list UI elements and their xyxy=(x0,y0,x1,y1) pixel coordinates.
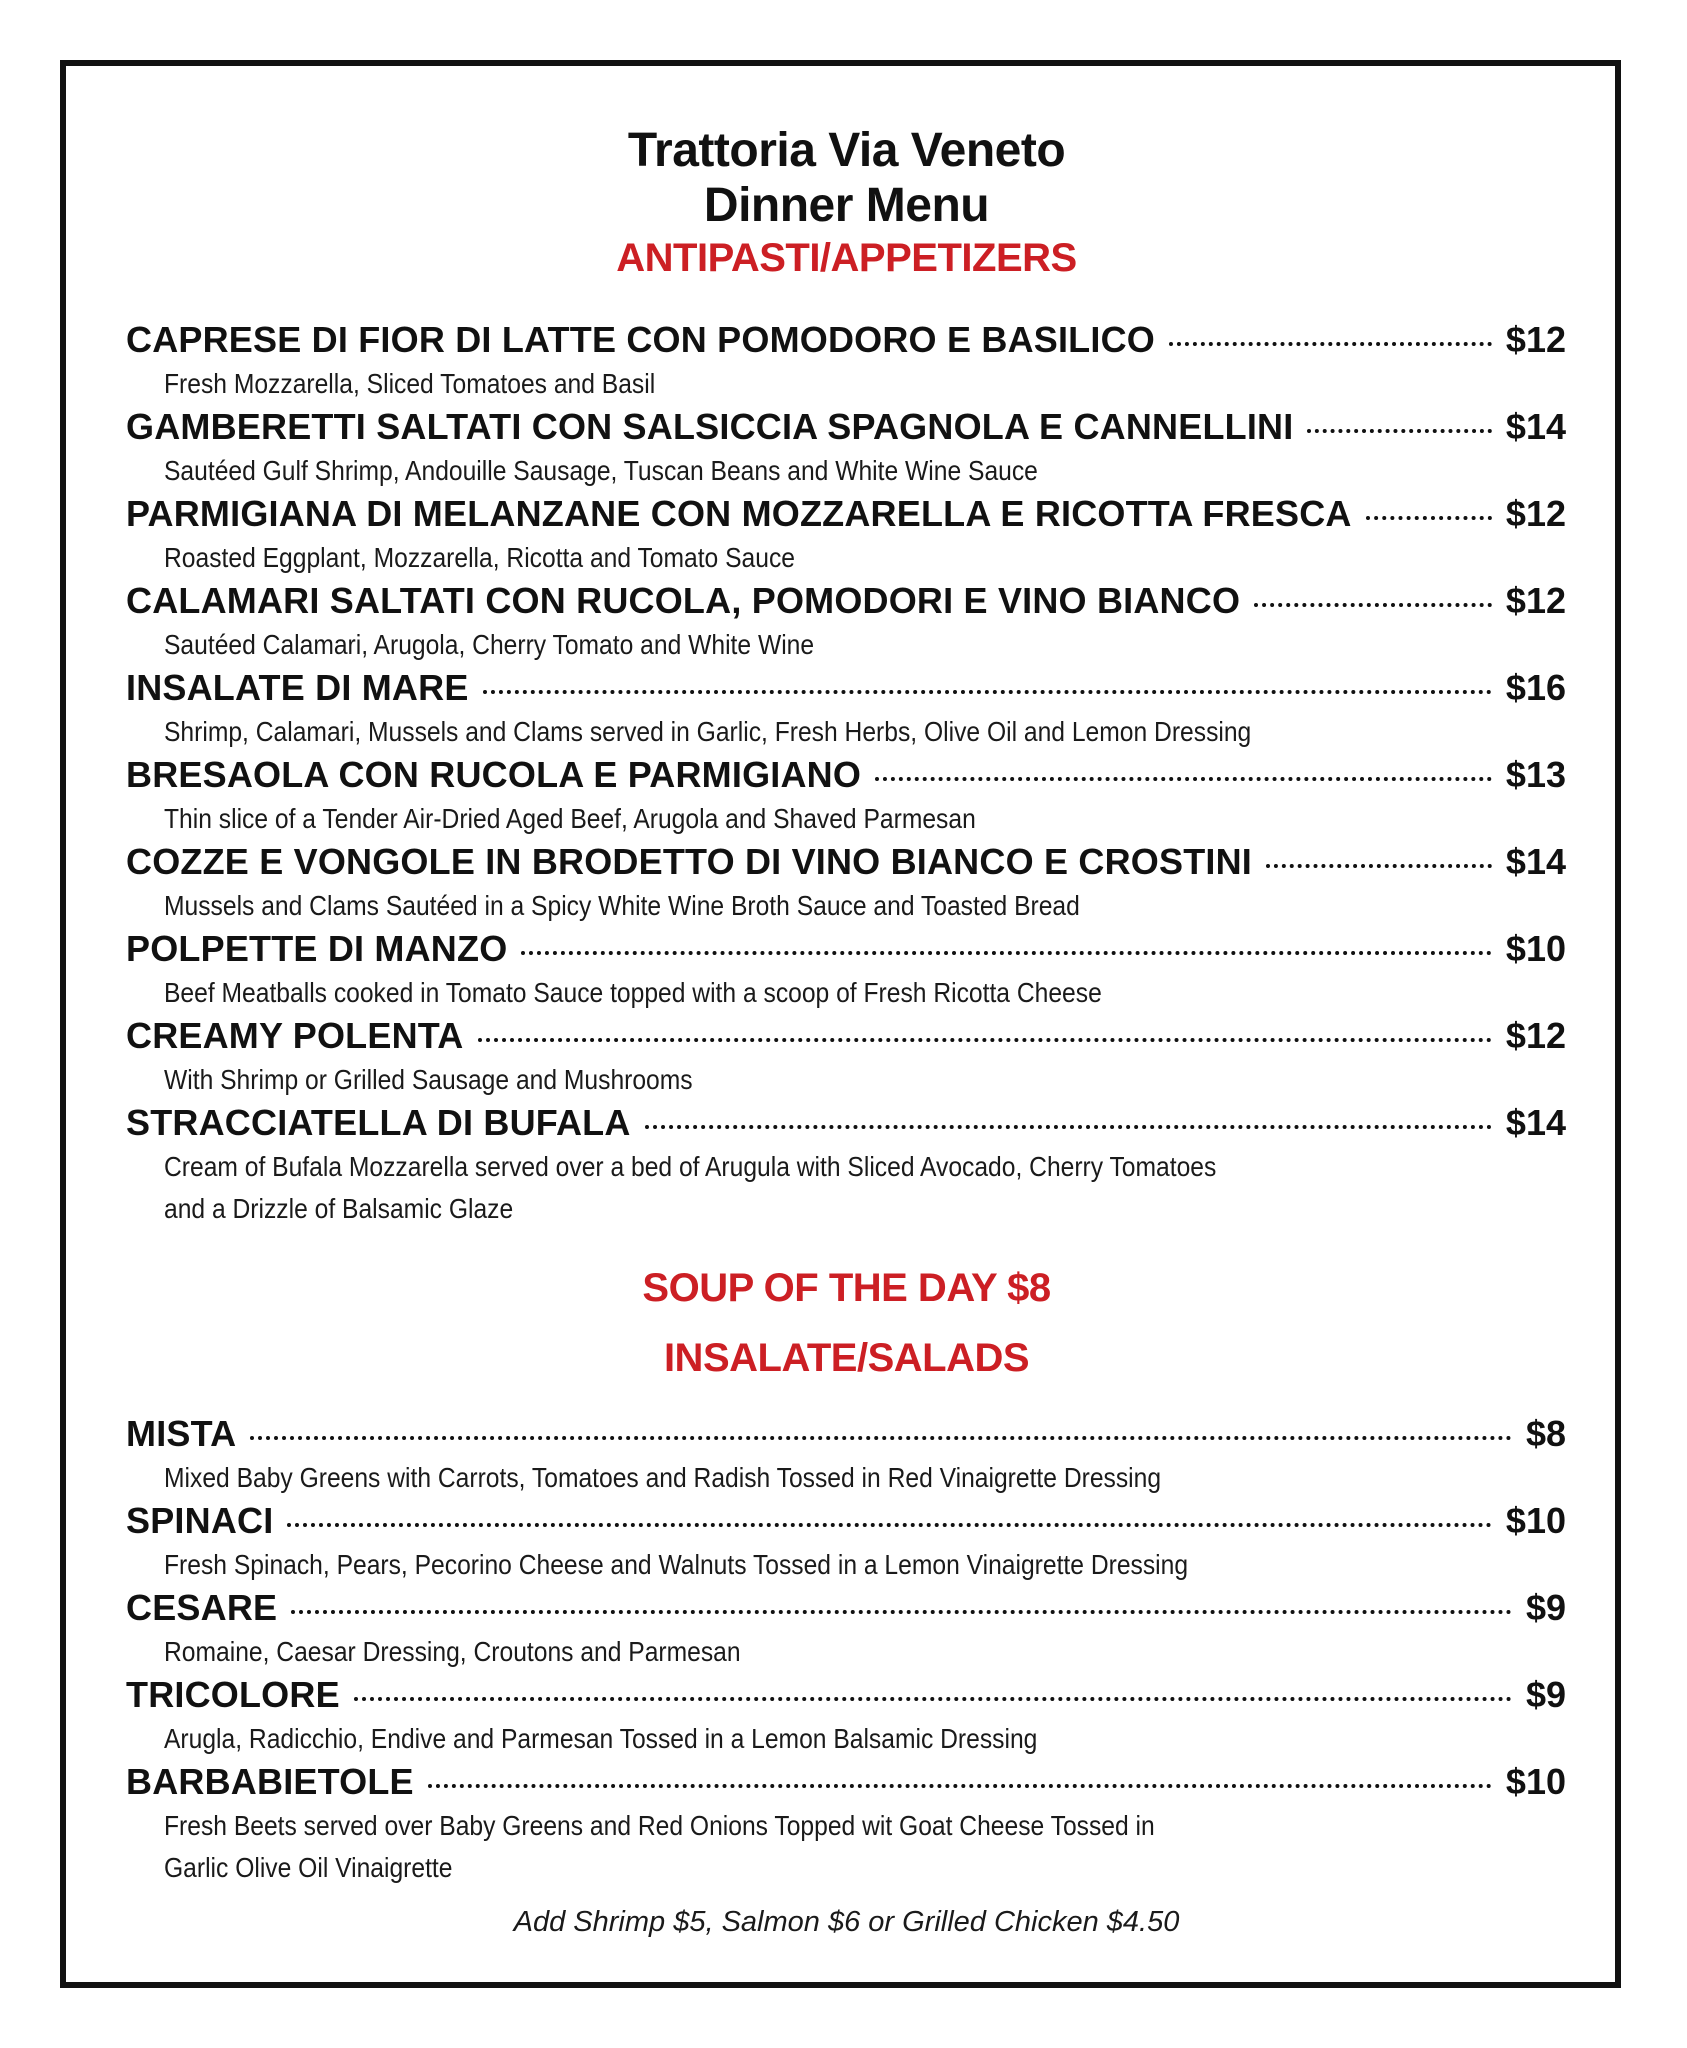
item-name: CAPRESE DI FIOR DI LATTE CON POMODORO E BASILICO xyxy=(126,319,1155,360)
item-price: $9 xyxy=(1525,1674,1566,1715)
item-description xyxy=(164,1146,1361,1230)
item-name: BRESAOLA CON RUCOLA E PARMIGIANO xyxy=(126,754,862,795)
item-description xyxy=(164,1631,1361,1673)
description-line: Garlic Olive Oil Vinaigrette xyxy=(164,1852,453,1883)
item-price: $10 xyxy=(1505,1500,1566,1541)
dot-leader xyxy=(1366,516,1492,520)
item-price: $13 xyxy=(1505,754,1566,795)
dot-leader xyxy=(478,1038,1492,1042)
item-name: STRACCIATELLA DI BUFALA xyxy=(126,1102,631,1143)
description-line: Sautéed Gulf Shrimp, Andouille Sausage, Tuscan Beans and White Wine Sauce xyxy=(164,455,1038,486)
dot-leader xyxy=(250,1436,1512,1440)
item-name: BARBABIETOLE xyxy=(126,1761,414,1802)
item-price: $9 xyxy=(1525,1587,1566,1628)
item-price: $16 xyxy=(1505,667,1566,708)
dot-leader xyxy=(483,690,1492,694)
description-line: Romaine, Caesar Dressing, Croutons and Parmesan xyxy=(164,1636,741,1667)
item-price: $12 xyxy=(1505,580,1566,621)
description-line: and a Drizzle of Balsamic Glaze xyxy=(164,1193,514,1224)
item-description xyxy=(164,1805,1361,1889)
description-line: Beef Meatballs cooked in Tomato Sauce topped with a scoop of Fresh Ricotta Cheese xyxy=(164,977,1102,1008)
item-description xyxy=(164,711,1361,753)
description-line: Roasted Eggplant, Mozzarella, Ricotta and Tomato Sauce xyxy=(164,542,795,573)
item-name: INSALATE DI MARE xyxy=(126,667,469,708)
item-price: $10 xyxy=(1505,1761,1566,1802)
item-price: $14 xyxy=(1505,1102,1566,1143)
dot-leader xyxy=(1169,342,1492,346)
item-description xyxy=(164,972,1361,1014)
menu-frame xyxy=(60,60,1621,1988)
item-description xyxy=(164,363,1361,405)
item-name: PARMIGIANA DI MELANZANE CON MOZZARELLA E RICOTTA FRESCA xyxy=(126,493,1352,534)
description-line: Cream of Bufala Mozzarella served over a bed of Arugula with Sliced Avocado, Cherry Tomatoes xyxy=(164,1151,1217,1182)
description-line: Mussels and Clams Sautéed in a Spicy White Wine Broth Sauce and Toasted Bread xyxy=(164,890,1080,921)
item-name: CREAMY POLENTA xyxy=(126,1015,464,1056)
dot-leader xyxy=(287,1523,1492,1527)
item-price: $8 xyxy=(1525,1413,1566,1454)
salads-heading: INSALATE/SALADS xyxy=(663,1336,1030,1380)
item-name: CESARE xyxy=(126,1587,278,1628)
item-name: POLPETTE DI MANZO xyxy=(126,928,508,969)
description-line: Fresh Spinach, Pears, Pecorino Cheese and Walnuts Tossed in a Lemon Vinaigrette Dressing xyxy=(164,1549,1189,1580)
item-name: TRICOLORE xyxy=(126,1674,340,1715)
item-description xyxy=(164,1059,1361,1101)
item-name: CALAMARI SALTATI CON RUCOLA, POMODORI E VINO BIANCO xyxy=(126,580,1241,621)
description-line: Arugla, Radicchio, Endive and Parmesan Tossed in a Lemon Balsamic Dressing xyxy=(164,1723,1038,1754)
dot-leader xyxy=(428,1784,1492,1788)
soup-heading: SOUP OF THE DAY $8 xyxy=(642,1266,1051,1310)
item-name: COZZE E VONGOLE IN BRODETTO DI VINO BIANCO E CROSTINI xyxy=(126,841,1253,882)
item-price: $10 xyxy=(1505,928,1566,969)
dot-leader xyxy=(521,951,1492,955)
description-line: Shrimp, Calamari, Mussels and Clams served in Garlic, Fresh Herbs, Olive Oil and Lemon Dressing xyxy=(164,716,1252,747)
dot-leader xyxy=(1254,603,1492,607)
item-price: $14 xyxy=(1505,406,1566,447)
dot-leader xyxy=(1266,864,1492,868)
item-price: $12 xyxy=(1505,319,1566,360)
dot-leader xyxy=(354,1697,1512,1701)
item-name: SPINACI xyxy=(126,1500,274,1541)
item-description xyxy=(164,1457,1361,1499)
antipasti-heading: ANTIPASTI/APPETIZERS xyxy=(616,236,1077,280)
item-price: $14 xyxy=(1505,841,1566,882)
dot-leader xyxy=(645,1125,1492,1129)
dot-leader xyxy=(875,777,1492,781)
description-line: Fresh Mozzarella, Sliced Tomatoes and Basil xyxy=(164,368,656,399)
add-protein-note: Add Shrimp $5, Salmon $6 or Grilled Chicken $4.50 xyxy=(513,1906,1180,1938)
description-line: Fresh Beets served over Baby Greens and Red Onions Topped wit Goat Cheese Tossed in xyxy=(164,1810,1155,1841)
item-description xyxy=(164,537,1361,579)
description-line: Sautéed Calamari, Arugola, Cherry Tomato and White Wine xyxy=(164,629,815,660)
item-description xyxy=(164,450,1361,492)
dot-leader xyxy=(291,1610,1512,1614)
menu-title: Dinner Menu xyxy=(703,179,990,232)
item-price: $12 xyxy=(1505,493,1566,534)
item-description xyxy=(164,1544,1361,1586)
item-description xyxy=(164,1718,1361,1760)
item-description xyxy=(164,798,1361,840)
item-description xyxy=(164,885,1361,927)
description-line: Mixed Baby Greens with Carrots, Tomatoes and Radish Tossed in Red Vinaigrette Dressing xyxy=(164,1462,1162,1493)
item-price: $12 xyxy=(1505,1015,1566,1056)
item-description xyxy=(164,624,1361,666)
restaurant-name: Trattoria Via Veneto xyxy=(627,124,1066,177)
description-line: With Shrimp or Grilled Sausage and Mushrooms xyxy=(164,1064,693,1095)
item-name: MISTA xyxy=(126,1413,237,1454)
dot-leader xyxy=(1307,429,1491,433)
description-line: Thin slice of a Tender Air-Dried Aged Beef, Arugola and Shaved Parmesan xyxy=(164,803,976,834)
item-name: GAMBERETTI SALTATI CON SALSICCIA SPAGNOLA E CANNELLINI xyxy=(126,406,1294,447)
